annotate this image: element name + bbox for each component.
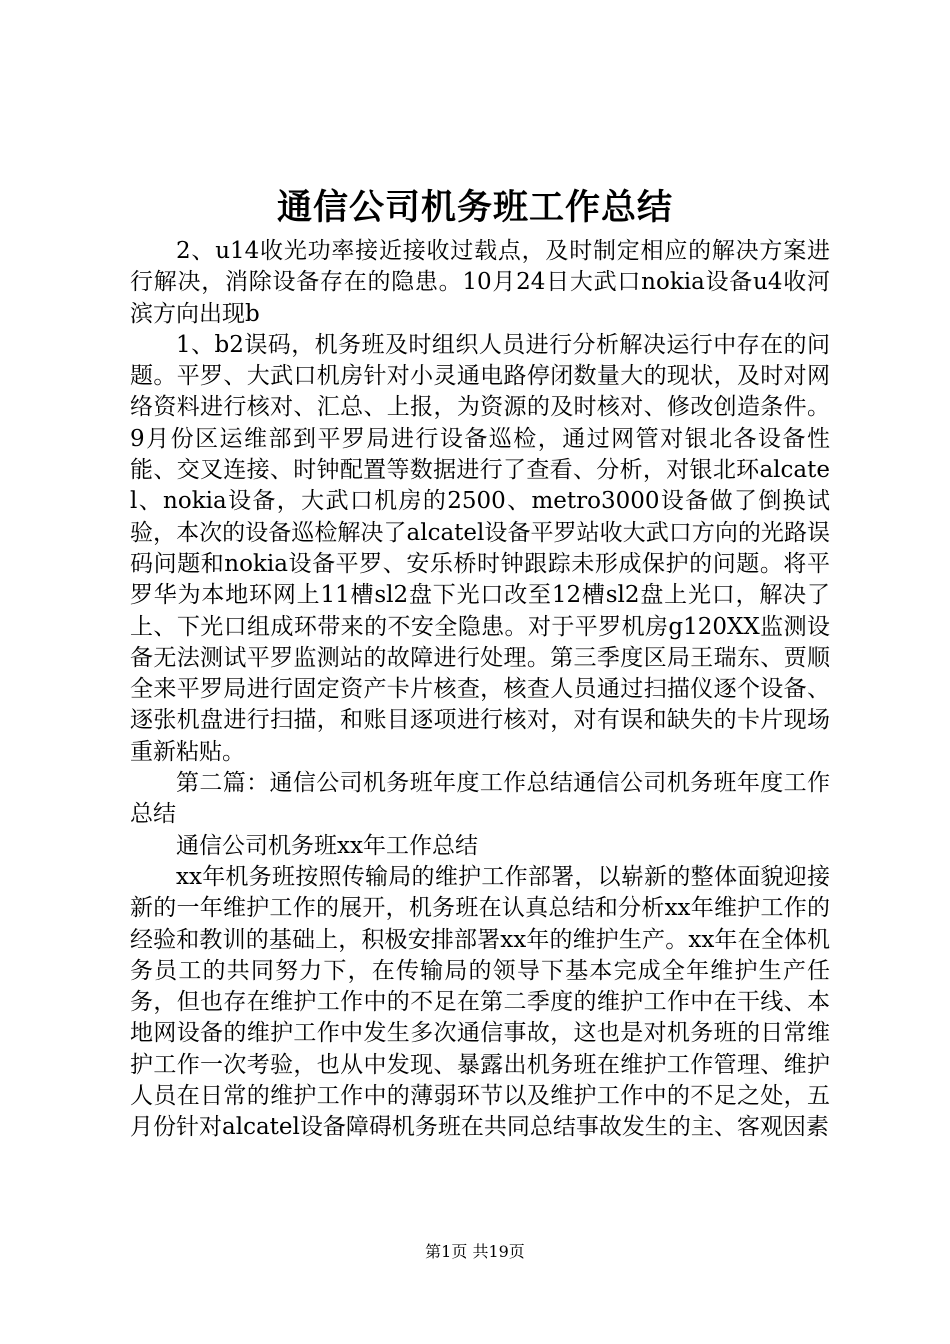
page-footer: 第1页 共19页: [425, 1242, 525, 1261]
subsection-heading: 通信公司机务班xx年工作总结: [176, 832, 478, 859]
section-heading: 第二篇：通信公司机务班年度工作总结通信公司机务班年度工作总结: [130, 770, 830, 828]
document-title: 通信公司机务班工作总结: [276, 187, 673, 228]
paragraph: 2、u14收光功率接近接收过载点，及时制定相应的解决方案进行解决，消除设备存在的隐患。10月24日大武口nokia设备u4收河滨方向出现b: [130, 238, 830, 327]
document-body: [130, 236, 830, 1144]
paragraph: 1、b2误码，机务班及时组织人员进行分析解决运行中存在的问题。平罗、大武口机房针对小灵通电路停闭数量大的现状，及时对网络资料进行核对、汇总、上报，为资源的及时核对、修改创造条件。9月份区运维部到平罗局进行设备巡检，通过网管对银北各设备性能、交叉连接、时钟配置等数据进行了查看、分析，对银北环alcatel、nokia设备，大武口机房的2500、metro3000设备做了倒换试验，本次的设备巡检解决了alcatel设备平罗站收大武口方向的光路误码问题和nokia设备平罗、安乐桥时钟跟踪未形成保护的问题。将平罗华为本地环网上11槽sl2盘下光口改至12槽sl2盘上光口，解决了上、下光口组成环带来的不安全隐患。对于平罗机房g120XX监测设备无法测试平罗监测站的故障进行处理。第三季度区局王瑞东、贾顺全来平罗局进行固定资产卡片核查，核查人员通过扫描仪逐个设备、逐张机盘进行扫描，和账目逐项进行核对，对有误和缺失的卡片现场重新粘贴。: [130, 331, 830, 765]
paragraph: xx年机务班按照传输局的维护工作部署，以崭新的整体面貌迎接新的一年维护工作的展开，机务班在认真总结和分析xx年维护工作的经验和教训的基础上，积极安排部署xx年的维护生产。xx年在全体机务员工的共同努力下，在传输局的领导下基本完成全年维护生产任务，但也存在维护工作中的不足在第二季度的维护工作中在干线、本地网设备的维护工作中发生多次通信事故，这也是对机务班的日常维护工作一次考验，也从中发现、暴露出机务班在维护工作管理、维护人员在日常的维护工作中的薄弱环节以及维护工作中的不足之处，五月份针对alcatel设备障碍机务班在共同总结事故发生的主、客观因素: [130, 863, 830, 1141]
